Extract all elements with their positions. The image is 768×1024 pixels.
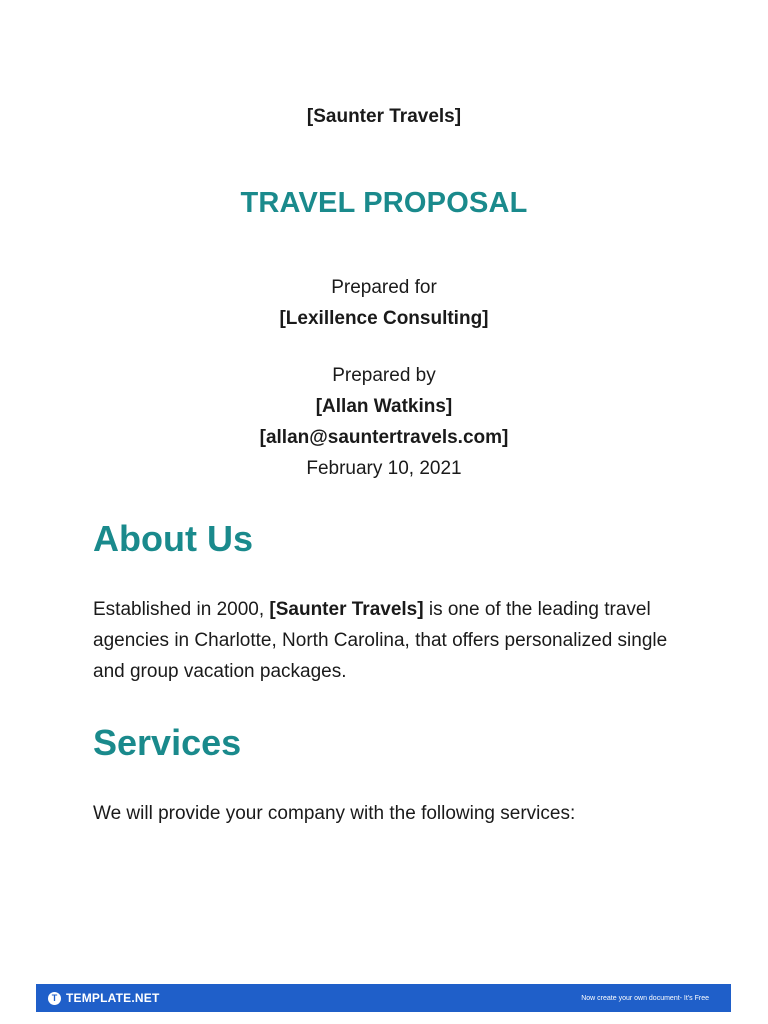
prepared-by-label: Prepared by [332, 365, 436, 386]
client-name: [Lexillence Consulting] [279, 308, 489, 329]
services-intro: We will provide your company with the following services: [93, 803, 576, 824]
company-name: [Saunter Travels] [306, 106, 462, 127]
prepared-for-block [0, 272, 768, 334]
brand-name: TEMPLATE.NET [66, 991, 160, 1005]
services-heading: Services [93, 722, 242, 763]
about-company-name: [Saunter Travels] [269, 599, 424, 620]
logo-letter: T [51, 992, 58, 1003]
brand-link[interactable] [48, 991, 160, 1005]
author-email: [allan@sauntertravels.com] [259, 427, 509, 448]
about-text-after: is one of the leading travel agencies in Charlotte, North Carolina, that offers personalized single and group vacation packages. [93, 599, 668, 682]
about-paragraph [93, 594, 693, 687]
template-logo-icon [48, 992, 61, 1005]
prepared-for-label: Prepared for [331, 277, 437, 298]
author-name: [Allan Watkins] [315, 396, 453, 417]
document-date: February 10, 2021 [306, 458, 462, 479]
about-text-before: Established in 2000, [93, 599, 270, 620]
prepared-by-block [0, 360, 768, 484]
about-heading: About Us [93, 518, 253, 559]
footer-cta-link[interactable]: Now create your own document- It's Free [581, 994, 709, 1002]
document-title: TRAVEL PROPOSAL [240, 187, 528, 219]
footer-banner[interactable] [36, 984, 731, 1012]
